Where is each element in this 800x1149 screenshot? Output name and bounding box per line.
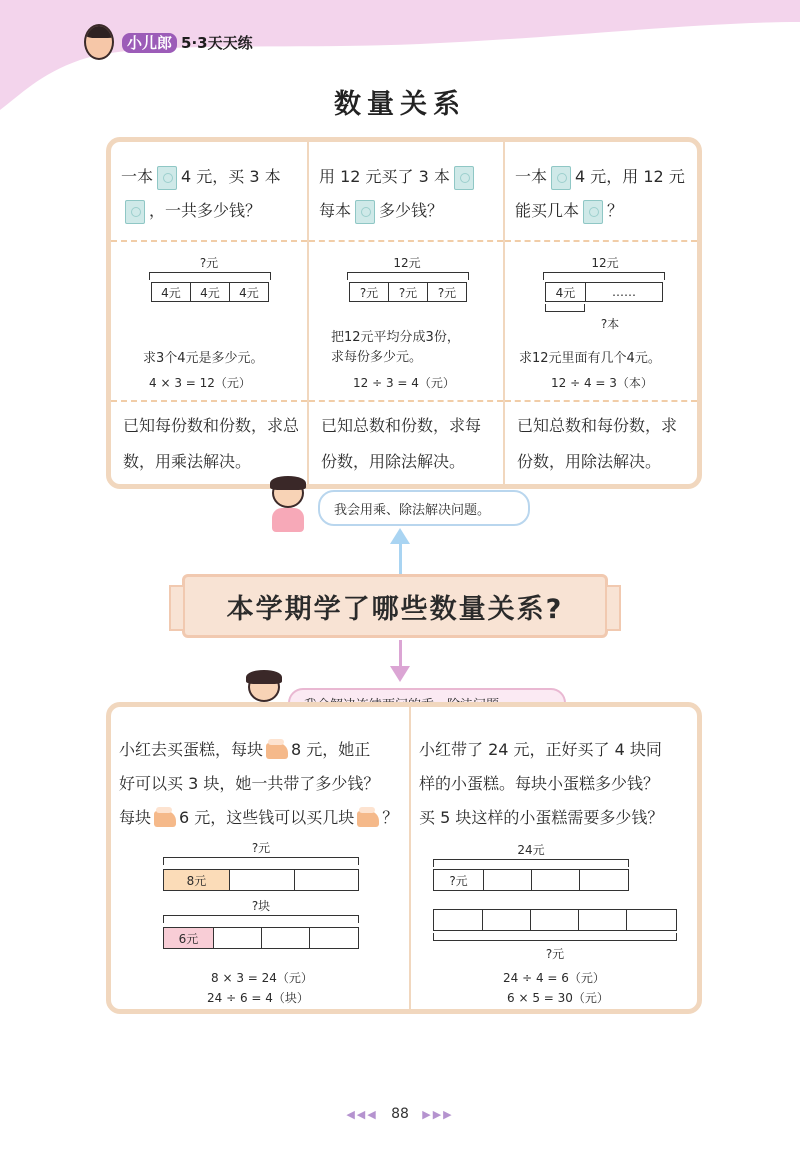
explanation-line: 求每份多少元。: [331, 350, 423, 365]
page-footer: [0, 1106, 800, 1122]
center-banner: 本学期学了哪些数量关系?: [182, 574, 608, 638]
brace: [433, 933, 677, 941]
bar-segment: [310, 928, 357, 948]
bar-total-label: ?元: [545, 947, 565, 961]
cake-icon: [266, 743, 288, 759]
brace: [163, 857, 359, 865]
book-icon: [355, 200, 375, 224]
column-divide-group: [503, 142, 697, 484]
summary: 已知总数和份数，求每份数，用除法解决。: [321, 416, 482, 471]
summary: 已知每份数和份数，求总数，用乘法解决。: [123, 416, 300, 471]
page-number: 88: [391, 1106, 409, 1122]
girl-character: [266, 478, 310, 532]
bar-diagram: [433, 869, 629, 891]
problem-text: 小红去买蛋糕，每块 8 元，她正 好可以买 3 块，她一共带了多少钱？ 每块 6 元，这些钱可以买几块 ？: [119, 740, 399, 827]
segment-bar: [545, 282, 663, 302]
brand-text: 小儿郎 5·3天天练: [122, 32, 253, 53]
segment: 4元: [191, 283, 230, 301]
arrow-up-icon: [390, 528, 410, 544]
problem-text: 一本 4 元，用 12 元 能买几本 ？: [515, 160, 689, 228]
equation: 12 ÷ 4 = 3（本）: [551, 376, 653, 390]
brace: [433, 859, 629, 867]
problem-cake-right: [409, 707, 697, 1009]
brace: [347, 272, 469, 280]
bar-diagram: [433, 909, 677, 931]
bottom-label: ?本: [600, 317, 620, 331]
brace: [163, 915, 359, 923]
bar-segment: [531, 910, 579, 930]
equation: 4 × 3 = 12（元）: [149, 376, 251, 390]
segment-bar: [349, 282, 467, 302]
bar-segment: [214, 928, 262, 948]
bar-segment: 8元: [164, 870, 230, 890]
speech-bubble-top: 我会用乘、除法解决问题。: [318, 490, 530, 526]
equation: 12 ÷ 3 = 4（元）: [353, 376, 455, 390]
cake-icon: [154, 811, 176, 827]
bottom-panel: [106, 702, 702, 1014]
segment: 4元: [546, 283, 586, 301]
equation: 24 ÷ 6 = 4（块）: [207, 991, 309, 1005]
brace: [545, 304, 585, 312]
book-icon: [157, 166, 177, 190]
problem-cake-left: [111, 707, 409, 1009]
arrow-shaft: [399, 640, 402, 668]
equation: 6 × 5 = 30（元）: [507, 991, 609, 1005]
top-panel: [106, 137, 702, 489]
arrow-shaft: [399, 542, 402, 574]
book-icon: [551, 166, 571, 190]
bar-segment: [579, 910, 627, 930]
equation: 24 ÷ 4 = 6（元）: [503, 971, 605, 985]
total-label: 12元: [591, 256, 619, 270]
equation: 8 × 3 = 24（元）: [211, 971, 313, 985]
book-icon: [125, 200, 145, 224]
page-title: 数量关系: [334, 89, 466, 120]
cake-icon: [357, 811, 379, 827]
segment: 4元: [152, 283, 191, 301]
brace: [149, 272, 271, 280]
problem-text: 一本 4 元，买 3 本 ，一共多少钱？: [121, 160, 299, 228]
book-icon: [454, 166, 474, 190]
column-multiply: [111, 142, 307, 484]
bar-diagram: [163, 927, 359, 949]
column-divide-share: [307, 142, 503, 484]
bar-segment: [262, 928, 310, 948]
bar-diagram: [163, 869, 359, 891]
problem-text: 用 12 元买了 3 本 每本 多少钱？: [319, 160, 495, 228]
total-label: ?元: [199, 256, 219, 270]
left-marks-icon: ◀◀◀: [346, 1108, 378, 1121]
summary: 已知总数和每份数，求份数，用除法解决。: [517, 416, 678, 471]
brace: [543, 272, 665, 280]
right-marks-icon: ▶▶▶: [422, 1108, 454, 1121]
bar-segment: [295, 870, 357, 890]
segment-dots: ……: [612, 285, 636, 299]
bar-segment: [627, 910, 675, 930]
problem-text: 小红带了 24 元，正好买了 4 块同 样的小蛋糕。每块小蛋糕多少钱？ 买 5 块这样的小蛋糕需要多少钱？: [419, 740, 664, 827]
bar-segment: [434, 910, 483, 930]
bar-total-label: ?元: [251, 841, 271, 855]
bar-segment: [484, 870, 532, 890]
bar-segment: 6元: [164, 928, 214, 948]
segment: ?元: [350, 283, 389, 301]
bar-segment: [230, 870, 295, 890]
explanation-line: 把12元平均分成3份，: [331, 330, 460, 345]
segment: ?元: [389, 283, 428, 301]
brand: [84, 24, 253, 60]
bar-segment: [532, 870, 580, 890]
bar-segment: [580, 870, 627, 890]
mascot-avatar: [84, 24, 114, 60]
arrow-down-icon: [390, 666, 410, 682]
bar-segment: ?元: [434, 870, 484, 890]
explanation: 求3个4元是多少元。: [143, 351, 264, 366]
book-icon: [583, 200, 603, 224]
segment: 4元: [239, 285, 259, 300]
total-label: 12元: [393, 256, 421, 270]
explanation: 求12元里面有几个4元。: [519, 351, 661, 366]
bar-total-label: 24元: [517, 843, 545, 857]
bar-total-label: ?块: [251, 899, 271, 913]
segment: ?元: [437, 285, 457, 300]
segment-bar: [151, 282, 269, 302]
bar-segment: [483, 910, 531, 930]
